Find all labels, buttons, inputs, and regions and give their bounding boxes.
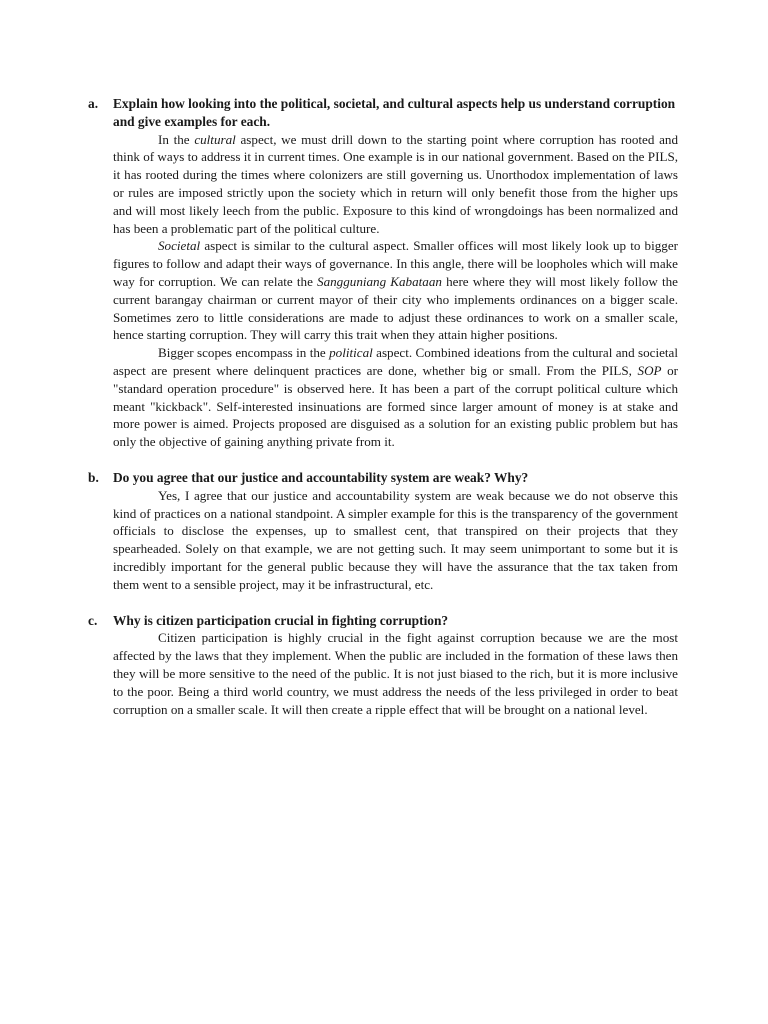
text-run: here where they will most likely follow the current barangay chairman or current mayor of their city who implements ordinances on a bigger scale. Sometimes zero to little considerations are made to adjust these ordinances to work on a smaller scale, hence starting corruption. They will carry this trait when they attain higher positions. [113,273,678,343]
answer-paragraph [113,131,678,238]
text-run: aspect. Combined ideations from the cultural and societal aspect are present where delinquent practices are done, whether big or small. From the PILS, [113,345,679,378]
italic-text: political [329,345,373,361]
question-a [88,95,678,451]
question-body [113,95,678,451]
question-title: Explain how looking into the political, societal, and cultural aspects help us understand corruption and give examples for each. [113,96,676,129]
question-letter: c. [88,612,98,628]
question-title: Why is citizen participation crucial in fighting corruption? [113,612,449,628]
question-c [88,612,678,719]
question-body [113,469,678,594]
italic-text: cultural [194,131,236,147]
section-gap [88,594,678,612]
question-b [88,469,678,594]
text-run: aspect is similar to the cultural aspect. Smaller offices will most likely look up to bigger figures to follow and adapt their ways of governance. In this angle, there will be loopholes which will make way for corruption. We can relate the [113,238,678,289]
answer-paragraph [113,237,678,344]
question-letter: a. [88,96,99,111]
italic-text: Societal [158,238,201,254]
answer-paragraph [113,629,678,718]
section-gap [88,451,678,469]
question-body [113,612,678,719]
text-run: Yes, I agree that our justice and accountability system are weak because we do not observe this kind of practices on a national standpoint. A simpler example for this is the transparency of the government officials to disclose the expenses, up to smallest cent, that transpired on their projects that they spearheaded. Solely on that example, we are not getting such. It may seem unimportant to some but it is incredibly important for the general public because they will have the assurance that the tax taken from them went to a sensible project, may it be infrastructural, etc. [113,487,678,592]
question-letter: b. [88,469,99,485]
answer-paragraph [113,487,678,594]
text-run: Citizen participation is highly crucial in the fight against corruption because we are the most affected by the laws that they implement. When the public are included in the formation of these laws then they will be more sensitive to the need of the public. It is not just biased to the rich, but it is more inclusive to the poor. Being a third world country, we must address the needs of the less privileged in order to beat corruption on a smaller scale. It will then create a ripple effect that will be brought on a national level. [113,630,678,717]
question-title: Do you agree that our justice and accountability system are weak? Why? [113,469,529,485]
text-run: In the [158,131,195,147]
italic-text: SOP [637,362,662,378]
italic-text: Sangguniang Kabataan [317,273,442,289]
text-run: or "standard operation procedure" is observed here. It has been a part of the corrupt political culture which meant "kickback". Self-interested insinuations are formed since larger amount of money is at stake and more power is aimed. Projects proposed are disguised as a solution for an existing public problem but has only the objective of gaining anything private from it. [113,362,679,450]
text-run: Bigger scopes encompass in the [158,345,330,361]
text-run: aspect, we must drill down to the starting point where corruption has rooted and think of ways to address it in current times. One example is in our national government. Based on the PILS, it has rooted during the times where colonizers are still governing us. Unorthodox implementation of laws or rules are imposed strictly upon the society which in return will only benefit those from the higher ups and will most likely leech from the public. Exposure to this kind of wrongdoings has been normalized and has been a problematic part of the political culture. [113,131,678,236]
answer-paragraph [113,344,678,451]
